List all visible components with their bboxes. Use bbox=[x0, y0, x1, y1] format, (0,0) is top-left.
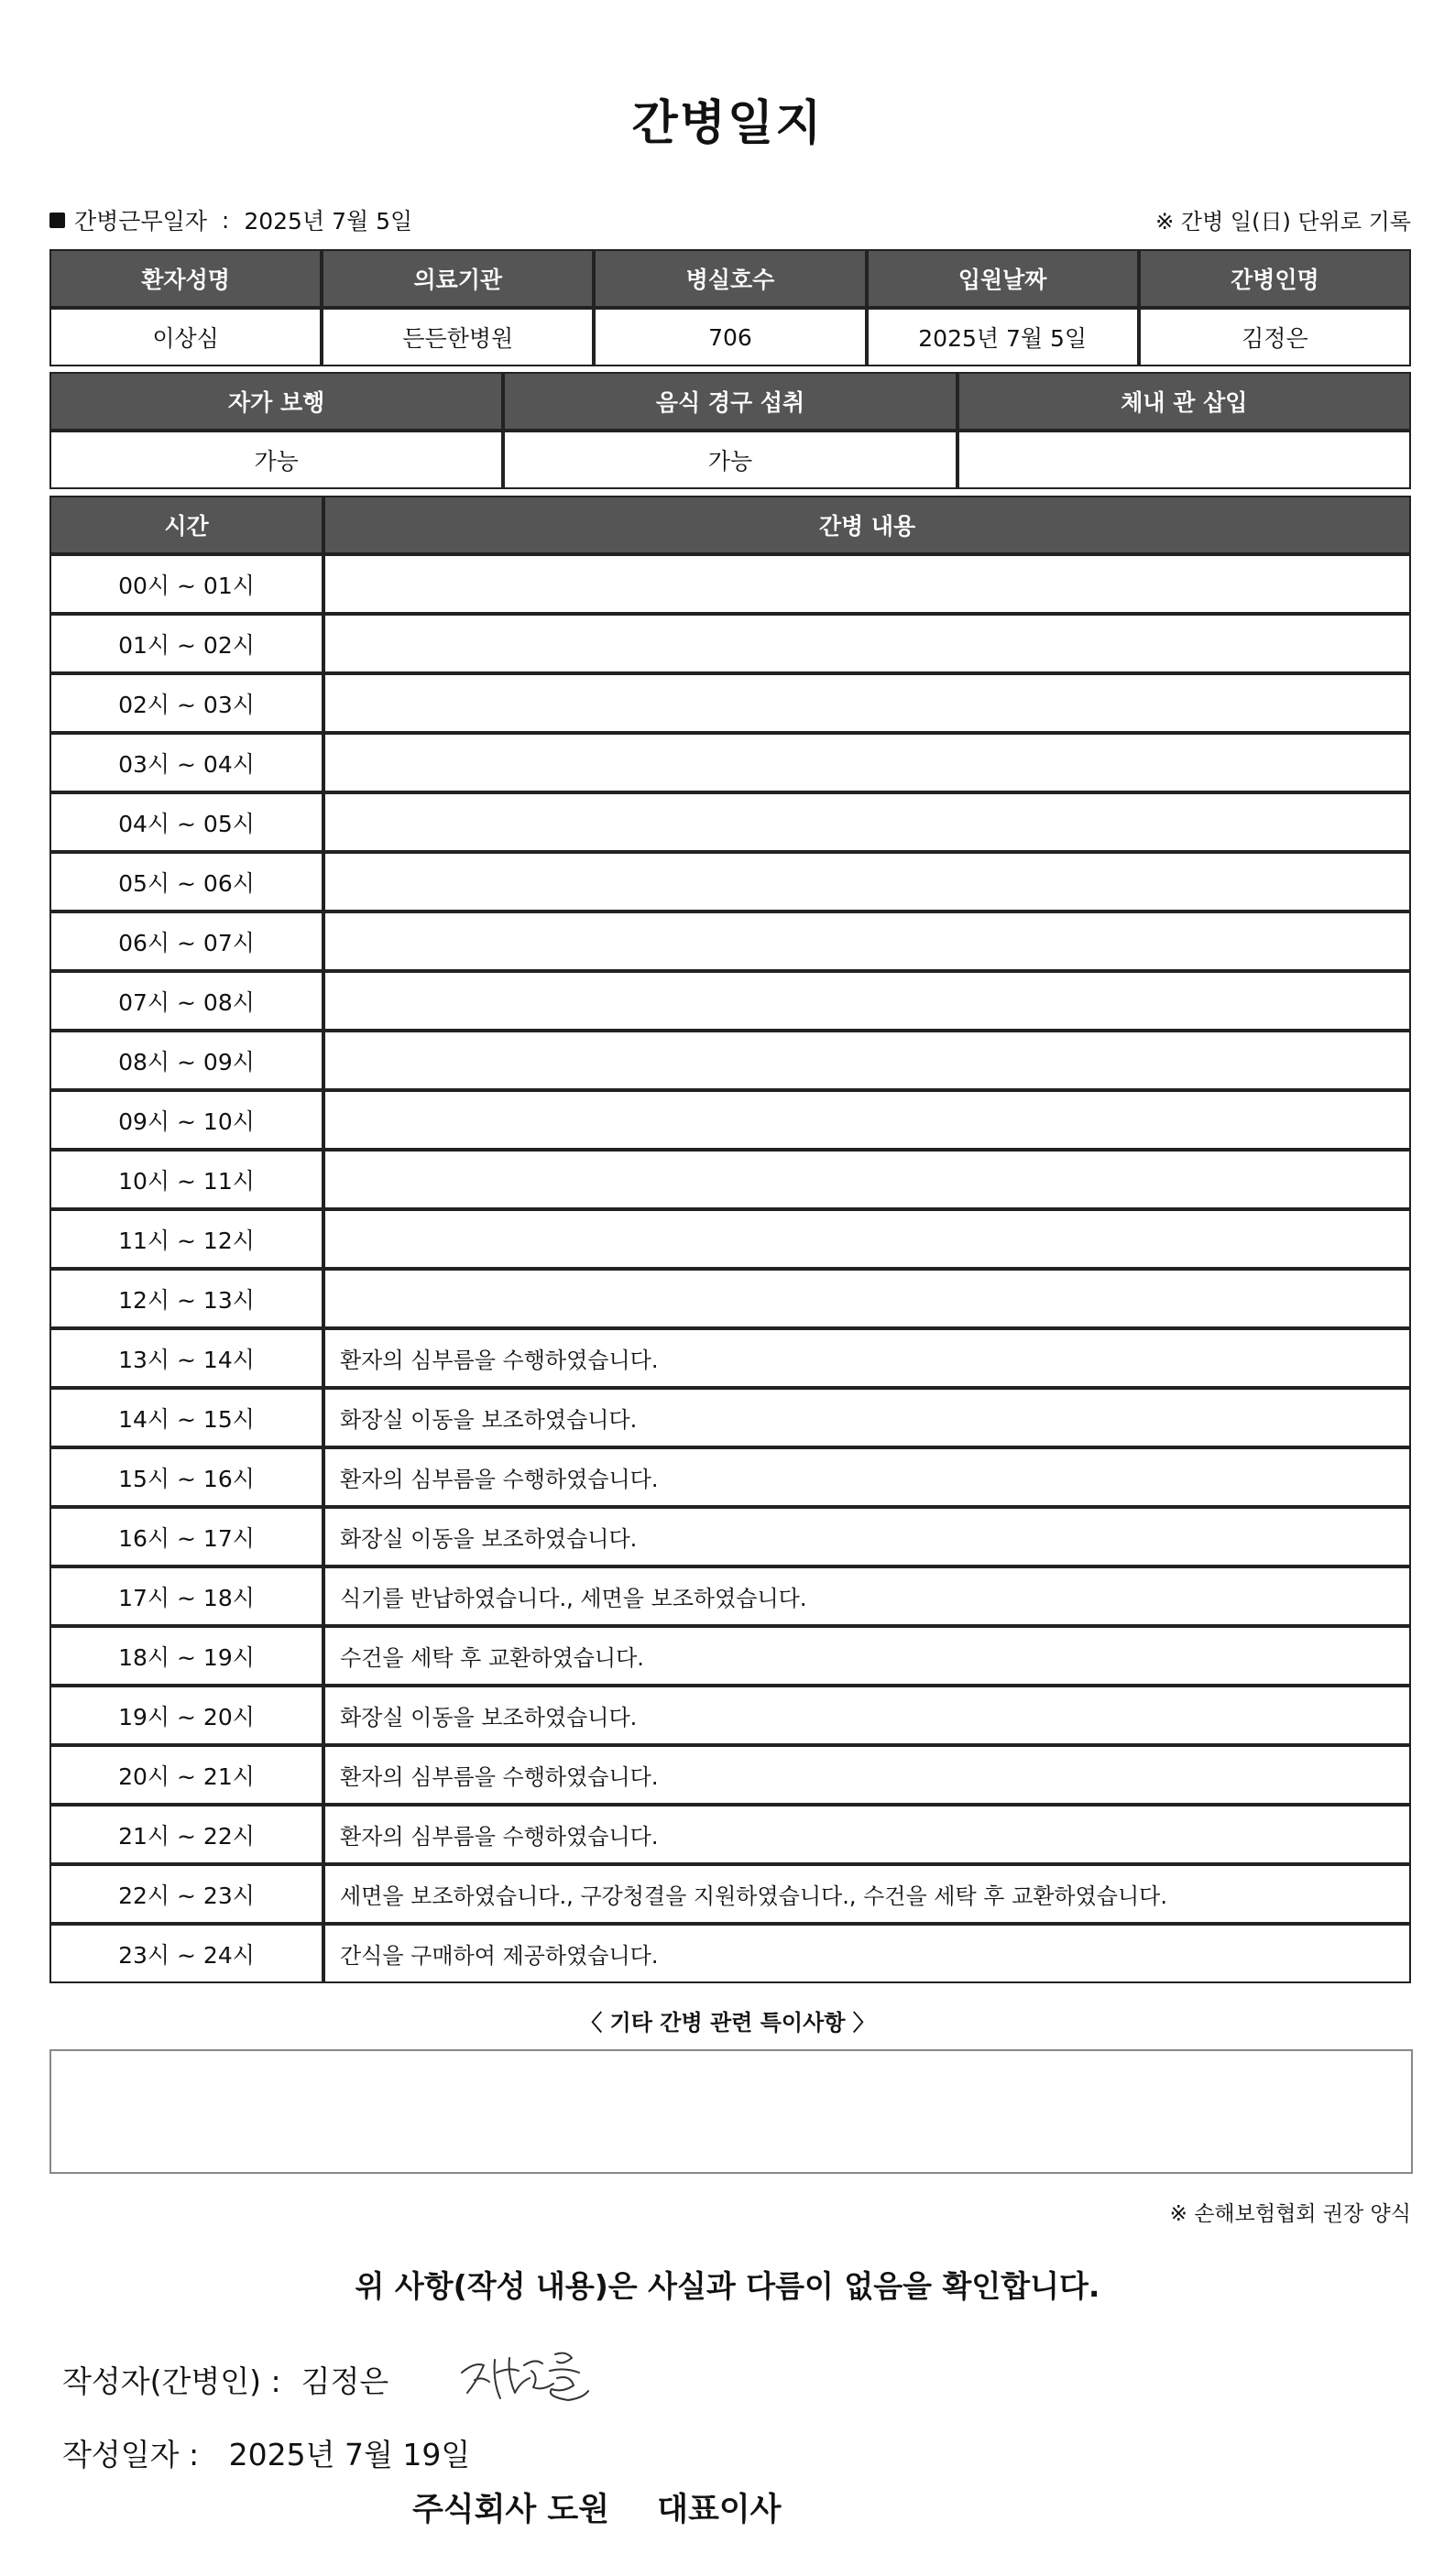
log-content bbox=[323, 554, 1411, 614]
page-title: 간병일지 bbox=[631, 96, 824, 151]
log-time: 08시 ~ 09시 bbox=[49, 1031, 323, 1090]
log-time: 02시 ~ 03시 bbox=[49, 673, 323, 733]
table-row bbox=[49, 614, 1411, 673]
log-time: 20시 ~ 21시 bbox=[49, 1745, 323, 1805]
patient-info-table bbox=[49, 249, 1411, 366]
table-row bbox=[49, 673, 1411, 733]
log-time: 00시 ~ 01시 bbox=[49, 554, 323, 614]
header-caregiver: 간병인명 bbox=[1139, 249, 1411, 308]
log-time: 06시 ~ 07시 bbox=[49, 911, 323, 971]
table-row bbox=[49, 1269, 1411, 1328]
patient-status-table bbox=[49, 372, 1411, 489]
log-content bbox=[323, 733, 1411, 792]
log-content: 환자의 심부름을 수행하였습니다. bbox=[323, 1805, 1411, 1864]
header-time: 시간 bbox=[49, 496, 323, 554]
table-row bbox=[49, 792, 1411, 852]
log-time: 01시 ~ 02시 bbox=[49, 614, 323, 673]
log-content bbox=[323, 971, 1411, 1031]
header-care-content: 간병 내용 bbox=[323, 496, 1411, 554]
table-row bbox=[49, 1686, 1411, 1745]
table-row bbox=[49, 1209, 1411, 1269]
header-hospital: 의료기관 bbox=[322, 249, 594, 308]
log-time: 21시 ~ 22시 bbox=[49, 1805, 323, 1864]
log-time: 05시 ~ 06시 bbox=[49, 852, 323, 911]
hospital-name: 든든한병원 bbox=[322, 308, 594, 366]
table-row bbox=[49, 733, 1411, 792]
log-content bbox=[323, 1150, 1411, 1209]
write-date-value: 2025년 7월 19일 bbox=[228, 2437, 471, 2472]
log-time: 22시 ~ 23시 bbox=[49, 1864, 323, 1924]
log-content: 화장실 이동을 보조하였습니다. bbox=[323, 1686, 1411, 1745]
log-time: 15시 ~ 16시 bbox=[49, 1447, 323, 1507]
log-content bbox=[323, 1209, 1411, 1269]
meta-row bbox=[49, 203, 1411, 233]
confirmation-statement: 위 사항(작성 내용)은 사실과 다름이 없음을 확인합니다. bbox=[355, 2268, 1100, 2304]
table-row bbox=[49, 1566, 1411, 1626]
table-row bbox=[49, 1626, 1411, 1686]
log-content: 수건을 세탁 후 교환하였습니다. bbox=[323, 1626, 1411, 1686]
header-oral-intake: 음식 경구 섭취 bbox=[503, 372, 957, 431]
log-content bbox=[323, 1031, 1411, 1090]
log-content: 간식을 구매하여 제공하였습니다. bbox=[323, 1924, 1411, 1983]
log-time: 04시 ~ 05시 bbox=[49, 792, 323, 852]
oral-intake-value: 가능 bbox=[503, 431, 957, 489]
writer-row bbox=[62, 2358, 388, 2401]
log-time: 23시 ~ 24시 bbox=[49, 1924, 323, 1983]
table-row bbox=[49, 852, 1411, 911]
log-content: 환자의 심부름을 수행하였습니다. bbox=[323, 1745, 1411, 1805]
company-name: 주식회사 도원 bbox=[412, 2492, 610, 2528]
log-content: 식기를 반납하였습니다., 세면을 보조하였습니다. bbox=[323, 1566, 1411, 1626]
caregiver-name: 김정은 bbox=[1139, 308, 1411, 366]
header-self-walking: 자가 보행 bbox=[49, 372, 503, 431]
log-content: 세면을 보조하였습니다., 구강청결을 지원하였습니다., 수건을 세탁 후 교환하였습니다. bbox=[323, 1864, 1411, 1924]
table-row bbox=[49, 1447, 1411, 1507]
log-time: 14시 ~ 15시 bbox=[49, 1388, 323, 1447]
log-time: 19시 ~ 20시 bbox=[49, 1686, 323, 1745]
work-date-value: 2025년 7월 5일 bbox=[244, 208, 413, 235]
self-walking-value: 가능 bbox=[49, 431, 503, 489]
log-content: 환자의 심부름을 수행하였습니다. bbox=[323, 1447, 1411, 1507]
company-role: 대표이사 bbox=[657, 2492, 782, 2528]
table-row bbox=[49, 1388, 1411, 1447]
log-content bbox=[323, 792, 1411, 852]
work-date-label: 간병근무일자 bbox=[74, 208, 207, 235]
header-room: 병실호수 bbox=[594, 249, 866, 308]
insurance-note: ※ 손해보험협회 권장 양식 bbox=[1169, 2202, 1411, 2226]
log-content: 환자의 심부름을 수행하였습니다. bbox=[323, 1328, 1411, 1388]
log-content bbox=[323, 673, 1411, 733]
writer-label: 작성자(간병인) : bbox=[62, 2363, 281, 2399]
unit-note: ※ 간병 일(日) 단위로 기록 bbox=[1155, 209, 1411, 235]
log-time: 03시 ~ 04시 bbox=[49, 733, 323, 792]
work-date bbox=[49, 203, 412, 236]
table-row bbox=[49, 1150, 1411, 1209]
table-row bbox=[49, 911, 1411, 971]
work-date-sep: : bbox=[221, 206, 230, 234]
write-date-row bbox=[62, 2431, 470, 2474]
header-patient-name: 환자성명 bbox=[49, 249, 322, 308]
log-time: 17시 ~ 18시 bbox=[49, 1566, 323, 1626]
log-content bbox=[323, 614, 1411, 673]
log-time: 10시 ~ 11시 bbox=[49, 1150, 323, 1209]
remarks-box bbox=[49, 2049, 1413, 2174]
table-row bbox=[49, 1745, 1411, 1805]
log-content bbox=[323, 1269, 1411, 1328]
log-content: 화장실 이동을 보조하였습니다. bbox=[323, 1388, 1411, 1447]
table-row bbox=[49, 1507, 1411, 1566]
write-date-label: 작성일자 : bbox=[62, 2437, 200, 2472]
table-row bbox=[49, 1031, 1411, 1090]
signature-image bbox=[454, 2345, 601, 2409]
header-admission-date: 입원날짜 bbox=[867, 249, 1139, 308]
room-number: 706 bbox=[594, 308, 866, 366]
patient-name: 이상심 bbox=[49, 308, 322, 366]
log-content bbox=[323, 1090, 1411, 1150]
log-time: 11시 ~ 12시 bbox=[49, 1209, 323, 1269]
square-bullet-icon bbox=[49, 213, 65, 228]
company-signoff bbox=[412, 2484, 781, 2530]
log-time: 18시 ~ 19시 bbox=[49, 1626, 323, 1686]
log-content: 화장실 이동을 보조하였습니다. bbox=[323, 1507, 1411, 1566]
care-log-table bbox=[49, 496, 1411, 1983]
remarks-title: 〈 기타 간병 관련 특이사항 〉 bbox=[580, 2010, 875, 2036]
admission-date: 2025년 7월 5일 bbox=[867, 308, 1139, 366]
writer-name: 김정은 bbox=[301, 2363, 389, 2399]
tube-insertion-value bbox=[957, 431, 1411, 489]
log-time: 12시 ~ 13시 bbox=[49, 1269, 323, 1328]
table-row bbox=[49, 971, 1411, 1031]
log-time: 13시 ~ 14시 bbox=[49, 1328, 323, 1388]
table-row bbox=[49, 1864, 1411, 1924]
table-row bbox=[49, 1805, 1411, 1864]
header-tube-insertion: 체내 관 삽입 bbox=[957, 372, 1411, 431]
table-row bbox=[49, 1090, 1411, 1150]
log-time: 07시 ~ 08시 bbox=[49, 971, 323, 1031]
table-row bbox=[49, 554, 1411, 614]
log-time: 09시 ~ 10시 bbox=[49, 1090, 323, 1150]
table-row bbox=[49, 1328, 1411, 1388]
log-time: 16시 ~ 17시 bbox=[49, 1507, 323, 1566]
log-content bbox=[323, 852, 1411, 911]
table-row bbox=[49, 1924, 1411, 1983]
log-content bbox=[323, 911, 1411, 971]
